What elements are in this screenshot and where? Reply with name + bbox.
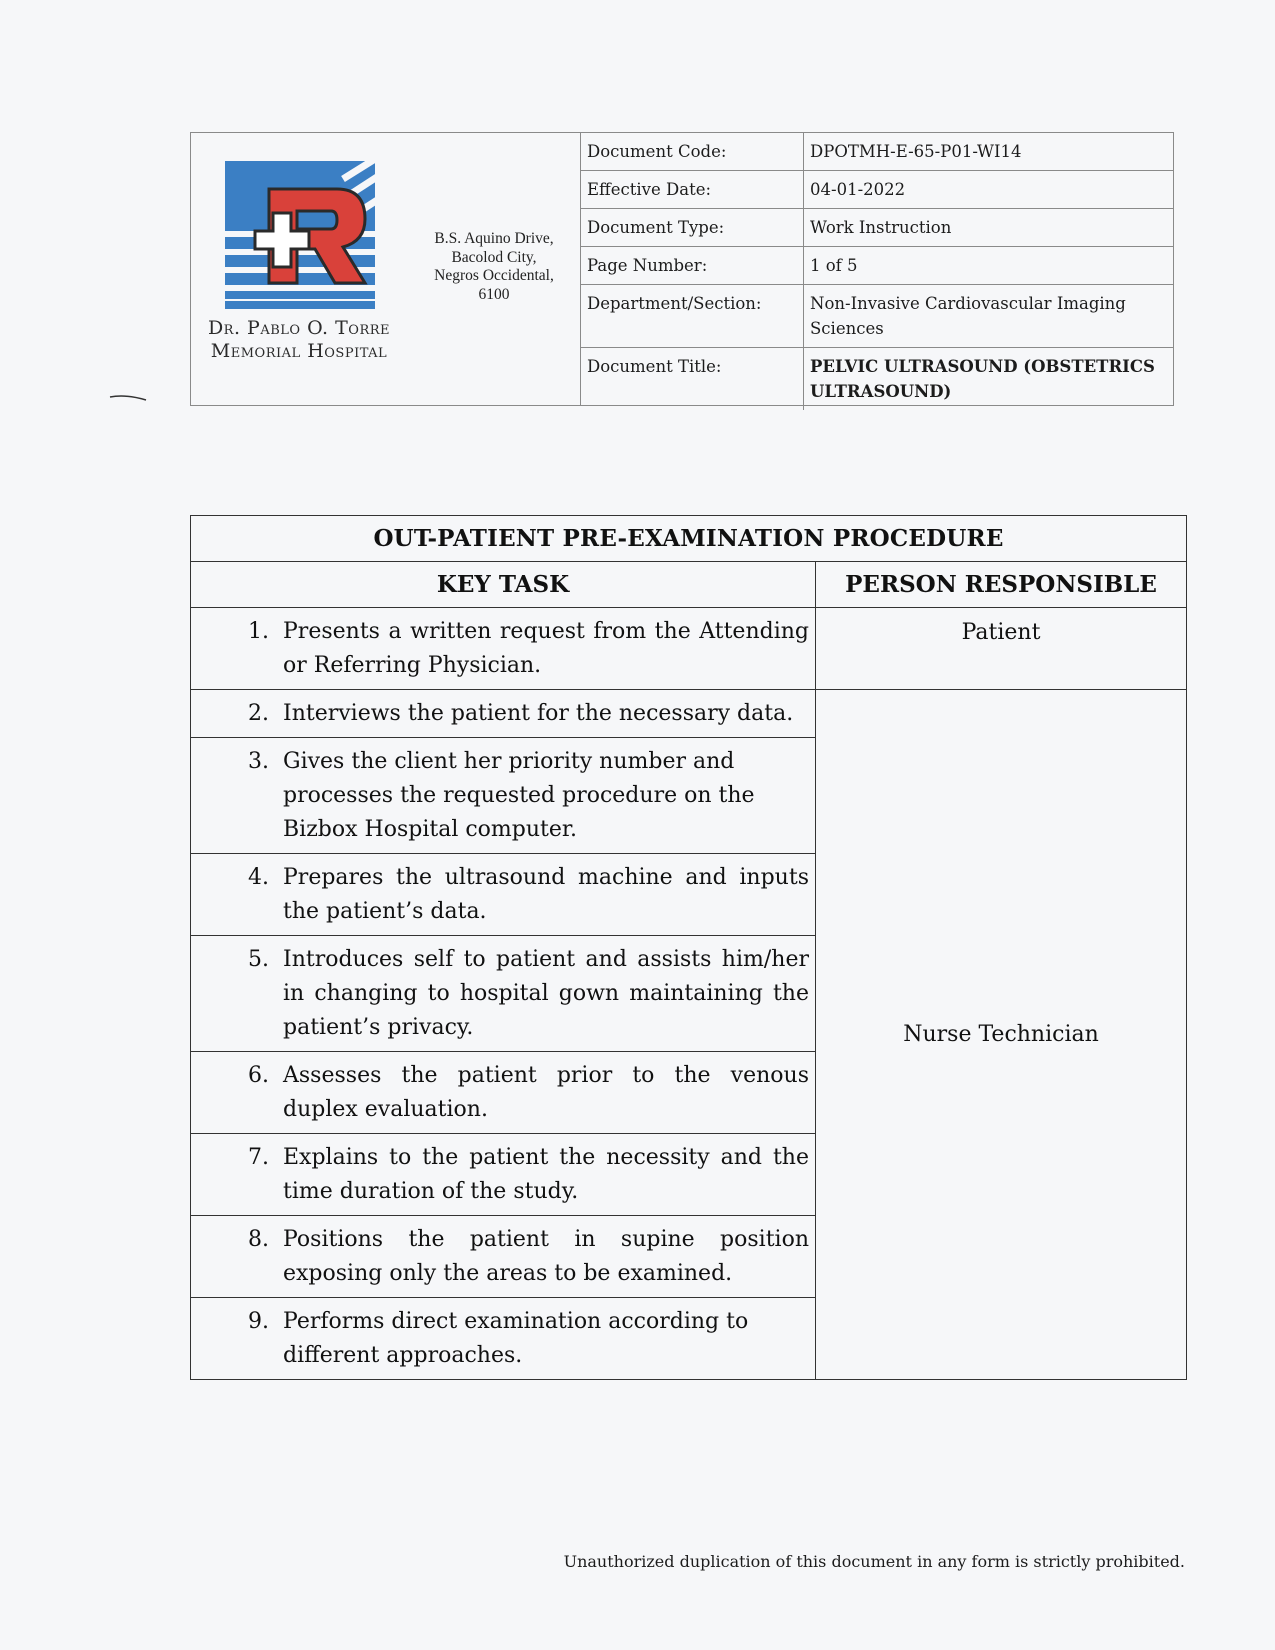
table-row — [191, 608, 1187, 690]
info-value: 04-01-2022 — [804, 171, 1174, 209]
hospital-name-line2: Memorial Hospital — [210, 340, 388, 362]
info-value: Non-Invasive Cardiovascular Imaging Sciences — [804, 285, 1174, 348]
task-number: 6. — [248, 1063, 269, 1088]
task-number: 4. — [248, 865, 269, 890]
task-cell — [191, 936, 816, 1052]
person-cell-nurse-technician: Nurse Technician — [816, 690, 1187, 1380]
task-text: Assesses the patient prior to the venous duplex evaluation. — [283, 1063, 809, 1122]
logo-cell — [191, 133, 581, 405]
task-cell — [191, 854, 816, 936]
task-text: Gives the client her priority number and processes the requested procedure on the Bizbox Hospital computer. — [283, 749, 755, 842]
info-value: DPOTMH-E-65-P01-WI14 — [804, 133, 1174, 171]
column-header-person-responsible: PERSON RESPONSIBLE — [816, 562, 1187, 608]
info-label: Document Title: — [581, 348, 804, 411]
task-number: 2. — [248, 701, 269, 726]
task-text: Explains to the patient the necessity and the time duration of the study. — [283, 1145, 809, 1204]
task-number: 5. — [248, 947, 269, 972]
info-row — [581, 285, 1173, 348]
procedure-header-row — [191, 562, 1187, 608]
task-cell — [191, 1216, 816, 1298]
info-value: 1 of 5 — [804, 247, 1174, 285]
task-text: Positions the patient in supine position exposing only the areas to be examined. — [283, 1227, 809, 1286]
procedure-title: OUT-PATIENT PRE-EXAMINATION PROCEDURE — [191, 516, 1187, 562]
info-label: Effective Date: — [581, 171, 804, 209]
info-row — [581, 247, 1173, 285]
task-number: 3. — [248, 749, 269, 774]
task-number: 9. — [248, 1309, 269, 1334]
task-text: Interviews the patient for the necessary data. — [283, 701, 794, 726]
task-number: 7. — [248, 1145, 269, 1170]
table-row — [191, 690, 1187, 738]
info-label: Department/Section: — [581, 285, 804, 348]
task-number: 8. — [248, 1227, 269, 1252]
info-row — [581, 171, 1173, 209]
info-label: Document Type: — [581, 209, 804, 247]
hospital-address — [419, 230, 569, 304]
document-header — [190, 132, 1174, 406]
task-cell — [191, 738, 816, 854]
task-cell — [191, 608, 816, 690]
task-text: Performs direct examination according to different approaches. — [283, 1309, 749, 1368]
document-info-table — [581, 133, 1173, 410]
procedure-table — [190, 515, 1187, 1380]
address-line: Bacolod City, — [451, 248, 537, 266]
footer-notice: Unauthorized duplication of this document in any form is strictly prohibited. — [563, 1552, 1185, 1571]
info-label: Page Number: — [581, 247, 804, 285]
address-line: B.S. Aquino Drive, — [434, 230, 554, 247]
address-line: Negros Occidental, — [434, 267, 554, 284]
pen-mark — [108, 392, 148, 404]
info-row — [581, 348, 1173, 411]
task-cell — [191, 690, 816, 738]
task-text: Introduces self to patient and assists him/her in changing to hospital gown maintaining the patient’s privacy. — [283, 947, 809, 1040]
document-title: PELVIC ULTRASOUND (OBSTETRICS ULTRASOUND) — [810, 357, 1155, 401]
info-value: Work Instruction — [804, 209, 1174, 247]
hospital-logo — [225, 161, 385, 311]
task-number: 1. — [248, 619, 269, 644]
hospital-name — [199, 317, 399, 363]
info-row — [581, 209, 1173, 247]
task-cell — [191, 1052, 816, 1134]
column-header-key-task: KEY TASK — [191, 562, 816, 608]
task-text: Presents a written request from the Attending or Referring Physician. — [283, 619, 809, 678]
procedure-title-row — [191, 516, 1187, 562]
task-text: Prepares the ultrasound machine and inputs the patient’s data. — [283, 865, 809, 924]
task-cell — [191, 1134, 816, 1216]
address-line: 6100 — [478, 285, 510, 303]
info-label: Document Code: — [581, 133, 804, 171]
task-cell — [191, 1298, 816, 1380]
hospital-name-line1: Dr. Pablo O. Torre — [207, 317, 391, 339]
person-cell-patient: Patient — [816, 608, 1187, 690]
info-row — [581, 133, 1173, 171]
